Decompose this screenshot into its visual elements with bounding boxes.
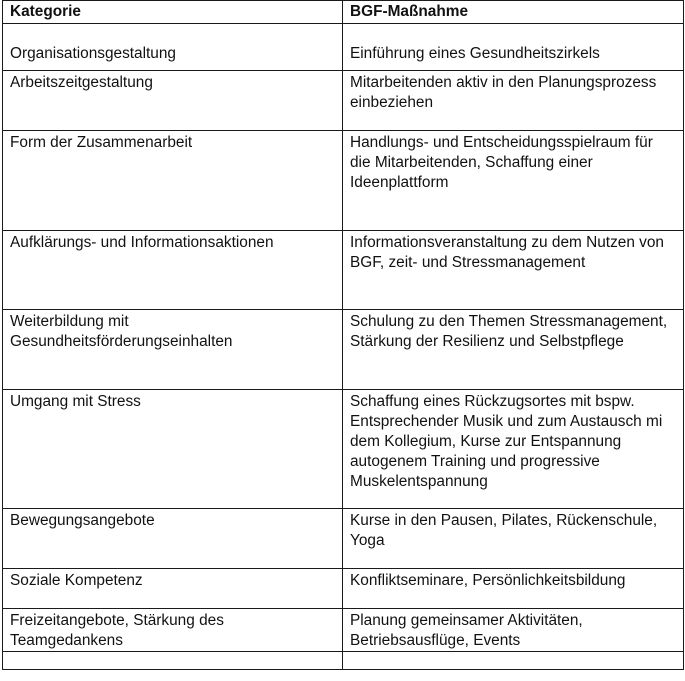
table-row — [3, 131, 684, 231]
table-row — [3, 609, 684, 652]
table-row — [3, 509, 684, 569]
category-cell: Organisationsgestaltung — [3, 24, 343, 71]
measure-cell: Planung gemeinsamer Aktivitäten, Betriebsausflüge, Events — [343, 609, 684, 652]
table-header-row — [3, 1, 684, 24]
category-cell: Aufklärungs- und Informationsaktionen — [3, 231, 343, 310]
table-row — [3, 71, 684, 131]
measure-cell: Schulung zu den Themen Stressmanagement, Stärkung der Resilienz und Selbstpflege — [343, 310, 684, 390]
category-cell: Umgang mit Stress — [3, 390, 343, 509]
measure-cell: Mitarbeitenden aktiv in den Planungsprozess einbeziehen — [343, 71, 684, 131]
measure-cell: Handlungs- und Entscheidungsspielraum für die Mitarbeitenden, Schaffung einer Ideenplattform — [343, 131, 684, 231]
category-cell: Form der Zusammenarbeit — [3, 131, 343, 231]
table-row — [3, 231, 684, 310]
measure-cell: Informationsveranstaltung zu dem Nutzen von BGF, zeit- und Stressmanagement — [343, 231, 684, 310]
column-header-bgf-massnahme: BGF-Maßnahme — [343, 1, 684, 24]
category-cell: Soziale Kompetenz — [3, 569, 343, 609]
category-cell: Freizeitangebote, Stärkung des Teamgedankens — [3, 609, 343, 652]
measure-cell: Kurse in den Pausen, Pilates, Rückenschule, Yoga — [343, 509, 684, 569]
empty-cell — [3, 652, 343, 670]
empty-table-row — [3, 652, 684, 670]
category-cell: Weiterbildung mit Gesundheitsförderungseinhalten — [3, 310, 343, 390]
bgf-measures-table — [2, 0, 684, 670]
table-row — [3, 24, 684, 71]
column-header-kategorie: Kategorie — [3, 1, 343, 24]
measure-cell: Einführung eines Gesundheitszirkels — [343, 24, 684, 71]
measure-cell: Schaffung eines Rückzugsortes mit bspw. Entsprechender Musik und zum Austausch mi dem Kollegium, Kurse zur Entspannung autogenem Training und progressive Muskelentspannung — [343, 390, 684, 509]
table-row — [3, 310, 684, 390]
empty-cell — [343, 652, 684, 670]
category-cell: Bewegungsangebote — [3, 509, 343, 569]
category-cell: Arbeitszeitgestaltung — [3, 71, 343, 131]
table-row — [3, 390, 684, 509]
measure-cell: Konfliktseminare, Persönlichkeitsbildung — [343, 569, 684, 609]
table-row — [3, 569, 684, 609]
